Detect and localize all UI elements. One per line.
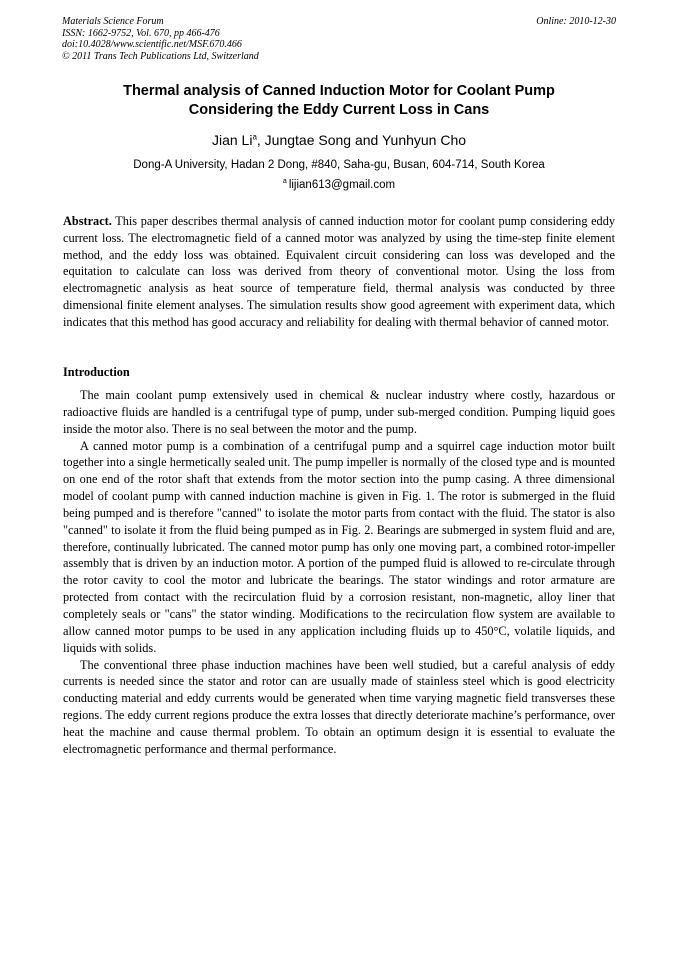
abstract-text: This paper describes thermal analysis of canned induction motor for coolant pump considering eddy current loss. The electromagnetic field of a canned motor was analyzed by using the time-step finite element method, and the eddy loss was obtained. Equivalent circuit considering can loss was developed and the equitation to calculate can loss was derived from theory of conventional motor. Using the loss from electromagnetic analysis as heat source of temperature field, thermal analysis was conducted by three dimensional finite element analyses. The simulation results show good agreement with experiment data, which indicates that this method has good accuracy and reliability for dealing with thermal behavior of canned motor. — [63, 214, 615, 329]
author-first: Jian Li — [211, 132, 253, 148]
author-list — [62, 130, 616, 150]
issn-line: ISSN: 1662-9752, Vol. 670, pp 466-476 — [62, 27, 220, 39]
intro-paragraph-2: A canned motor pump is a combination of a centrifugal pump and a squirrel cage induction motor built together into a single hermetically sealed unit. The pump impeller is normally of the closed type and is mounted on one end of the rotor shaft that extends from the motor section into the pump casing. A three dimensional model of coolant pump with canned induction machine is given in Fig. 1. The rotor is submerged in the fluid being pumped and is therefore "canned" to isolate the motor parts from contact with the fluid. The stator is also "canned" to isolate it from the fluid being pumped as in Fig. 2. Bearings are submerged in system fluid and are, therefore, continually lubricated. The canned motor pump has only one moving part, a combined rotor-impeller assembly that is driven by an induction motor. A portion of the pumped fluid is allowed to re-circulate through the rotor cavity to cool the motor and lubricate the bearings. The stator windings and rotor armature are protected from contact with the recirculation fluid by a corrosion resistant, non-magnetic, alloy liner that completely seals or "cans" the stator winding. Modifications to the recirculation flow system are available to allow canned motor pumps to be used in any application including fluids up to 450°C, volatile liquids, and liquids with solids. — [63, 438, 615, 655]
doi-line: doi:10.4028/www.scientific.net/MSF.670.466 — [62, 39, 242, 50]
intro-paragraph-1: The main coolant pump extensively used in chemical & nuclear industry where costly, hazardous or radioactive fluids are handled is a centrifugal type of pump, under sub-merged condition. Pumping liquid goes inside the motor also. There is no seal between the motor and the pump. — [63, 388, 615, 436]
title-line-2: Considering the Eddy Current Loss in Cans — [188, 102, 490, 118]
copyright-line: © 2011 Trans Tech Publications Ltd, Switzerland — [62, 50, 259, 62]
online-date: Online: 2010-12-30 — [536, 16, 616, 27]
email-sup: a — [282, 178, 287, 186]
email-address: lijian613@gmail.com — [288, 179, 396, 191]
abstract-label: Abstract. — [63, 214, 112, 228]
affiliation: Dong-A University, Hadan 2 Dong, #840, Saha-gu, Busan, 604-714, South Korea — [133, 159, 545, 171]
author-email — [62, 177, 616, 193]
publication-header — [62, 16, 616, 62]
introduction-heading: Introduction — [63, 365, 130, 379]
author-rest: , Jungtae Song and Yunhyun Cho — [256, 132, 467, 148]
journal-name: Materials Science Forum — [62, 16, 164, 27]
abstract — [63, 213, 615, 331]
title-line-1: Thermal analysis of Canned Induction Motor for Coolant Pump — [123, 83, 555, 99]
author-first-sup: a — [252, 132, 257, 142]
introduction-body — [63, 387, 615, 758]
intro-paragraph-3: The conventional three phase induction machines have been well studied, but a careful analysis of eddy currents is needed since the stator and rotor can are usually made of stainless steel which is good electricity conducting material and eddy currents would be generated when time varying magnetic field transverses these regions. The eddy current regions produce the extra losses that directly deteriorate machine’s performance, over heat the machine and cause thermal problem. To obtain an optimum design it is essential to evaluate the electromagnetic performance and thermal performance. — [63, 657, 615, 756]
paper-title — [62, 82, 616, 120]
